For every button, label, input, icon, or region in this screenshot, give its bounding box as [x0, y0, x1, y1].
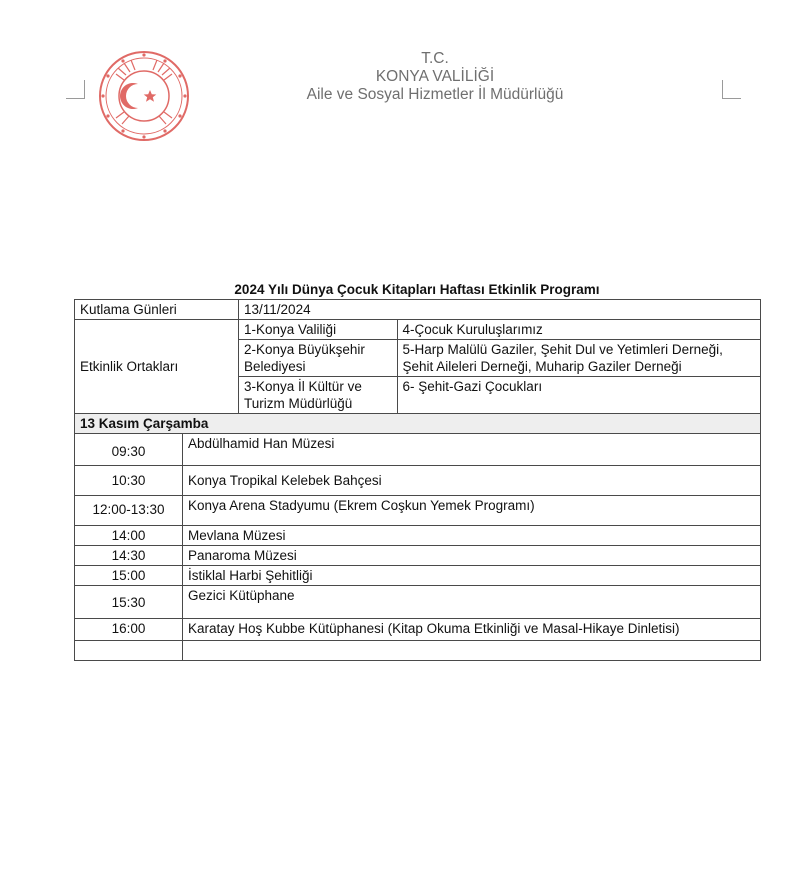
schedule-activity: Abdülhamid Han Müzesi	[183, 434, 761, 466]
program-title: 2024 Yılı Dünya Çocuk Kitapları Haftası Etkinlik Programı	[234, 282, 600, 297]
schedule-activity: Karatay Hoş Kubbe Kütüphanesi (Kitap Okuma Etkinliği ve Masal-Hikaye Dinletisi)	[183, 619, 761, 641]
schedule-row	[75, 466, 761, 496]
schedule-time: 09:30	[75, 434, 183, 466]
schedule-row	[75, 566, 761, 586]
schedule-time: 10:30	[75, 466, 183, 496]
schedule-row	[75, 434, 761, 466]
corner-mark-right	[722, 80, 741, 99]
schedule-activity: Gezici Kütüphane	[183, 586, 761, 619]
letterhead-line-governorship: KONYA VALİLİĞİ	[375, 68, 495, 85]
partner-item: 2-Konya Büyükşehir Belediyesi	[239, 340, 397, 377]
schedule-activity: İstiklal Harbi Şehitliği	[183, 566, 761, 586]
ministry-seal-logo	[94, 50, 194, 142]
day-header-row	[75, 414, 761, 434]
schedule-time: 14:30	[75, 546, 183, 566]
schedule-row	[75, 496, 761, 526]
corner-mark-left	[66, 80, 85, 99]
letterhead-line-directorate: Aile ve Sosyal Hizmetler İl Müdürlüğü	[306, 86, 564, 103]
celebration-label: Kutlama Günleri	[75, 300, 239, 320]
schedule-time: 14:00	[75, 526, 183, 546]
schedule-time: 15:30	[75, 586, 183, 619]
schedule-activity: Konya Arena Stadyumu (Ekrem Coşkun Yemek Programı)	[183, 496, 761, 526]
schedule-row	[75, 619, 761, 641]
schedule-activity: Konya Tropikal Kelebek Bahçesi	[183, 466, 761, 496]
celebration-date: 13/11/2024	[239, 300, 761, 320]
letterhead-line-tc: T.C.	[421, 50, 449, 67]
empty-row	[75, 641, 761, 661]
partner-item: 6- Şehit-Gazi Çocukları	[397, 377, 760, 414]
partner-item: 1-Konya Valiliği	[239, 320, 397, 340]
partner-item: 5-Harp Malülü Gaziler, Şehit Dul ve Yetimleri Derneği, Şehit Aileleri Derneği, Muharip Gaziler Derneği	[397, 340, 760, 377]
schedule-row	[75, 526, 761, 546]
schedule-activity: Mevlana Müzesi	[183, 526, 761, 546]
letterhead	[290, 50, 580, 104]
partners-table	[239, 320, 760, 413]
schedule-row	[75, 586, 761, 619]
day-header: 13 Kasım Çarşamba	[75, 414, 761, 434]
partners-label: Etkinlik Ortakları	[75, 320, 239, 414]
partners-row	[75, 320, 761, 414]
schedule-row	[75, 546, 761, 566]
partner-item: 3-Konya İl Kültür ve Turizm Müdürlüğü	[239, 377, 397, 414]
schedule-time: 15:00	[75, 566, 183, 586]
schedule-time: 16:00	[75, 619, 183, 641]
schedule-activity: Panaroma Müzesi	[183, 546, 761, 566]
partner-item: 4-Çocuk Kuruluşlarımız	[397, 320, 760, 340]
celebration-row	[75, 300, 761, 320]
program-table	[74, 299, 761, 661]
schedule-time: 12:00-13:30	[75, 496, 183, 526]
